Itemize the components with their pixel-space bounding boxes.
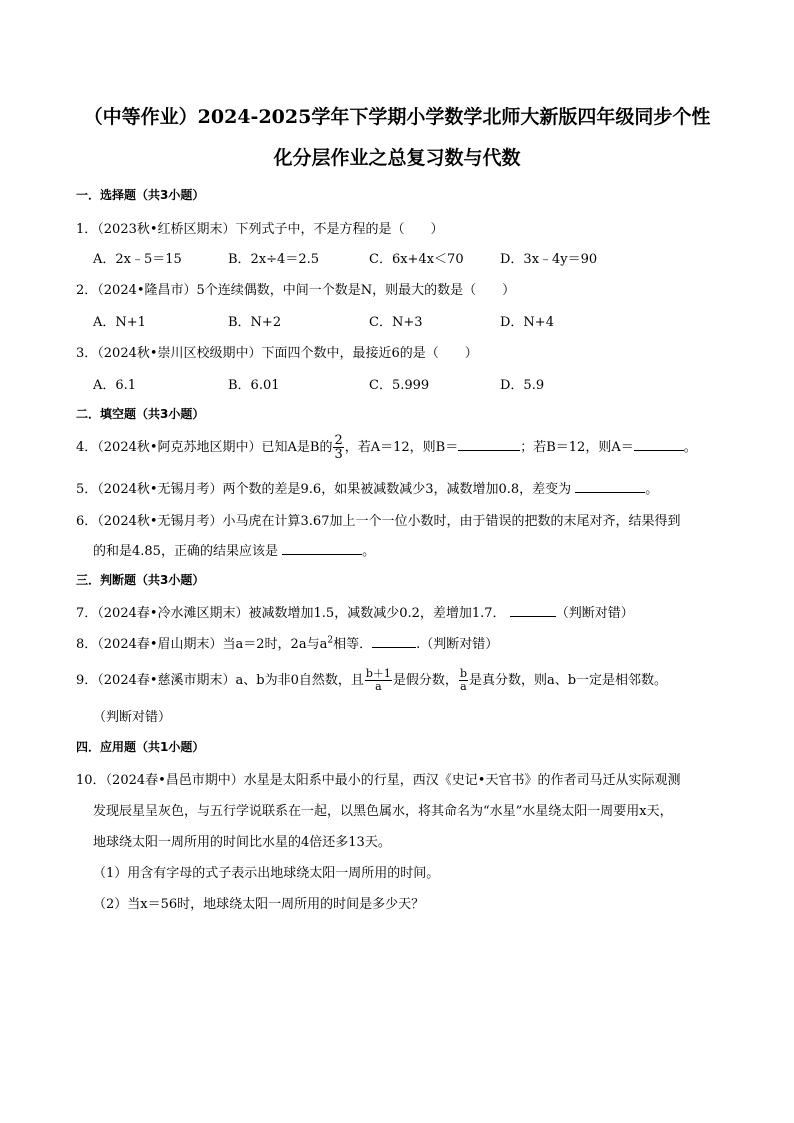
answer-blank[interactable] — [634, 438, 684, 451]
question-3-stem: 3．（2024秋•崇川区校级期中）下面四个数中，最接近6的是（ ） — [76, 346, 478, 361]
question-4-mid1: ，若A＝12，则B＝ — [344, 440, 459, 455]
question-1-option-d: D．3x﹣4y＝90 — [500, 252, 598, 267]
section-heading-application: 四．应用题（共1小题） — [76, 740, 205, 754]
fraction-numerator: b＋1 — [365, 667, 391, 680]
question-10-line2: 发现辰星呈灰色，与五行学说联系在一起，以黑色属水，将其命名为“水星”水星绕太阳一周要用x天， — [93, 804, 673, 819]
fraction-denominator: 3 — [334, 447, 343, 462]
question-3-option-a: A．6.1 — [93, 378, 137, 393]
question-6-end: 。 — [362, 544, 376, 559]
question-1-stem: 1．（2023秋•红桥区期末）下列式子中，不是方程的是（ ） — [76, 222, 444, 237]
question-6-text: 的和是4.85，正确的结果应该是 — [93, 544, 278, 559]
section-heading-choice: 一．选择题（共3小题） — [76, 188, 205, 202]
question-9-end: 是真分数，则a、b一定是相邻数。 — [468, 673, 668, 688]
question-6-line2 — [93, 540, 375, 559]
page-title-line2: 化分层作业之总复习数与代数 — [273, 147, 521, 169]
question-4-pre: 4．（2024秋•阿克苏地区期中）已知A是B的 — [76, 440, 333, 455]
question-4-end: 。 — [683, 440, 697, 455]
page-title-line1: （中等作业）2024-2025学年下学期小学数学北师大新版四年级同步个性 — [83, 106, 711, 128]
question-2-option-d: D．N+4 — [500, 315, 554, 330]
fraction-denominator: a — [460, 680, 467, 693]
question-9-fraction-2 — [459, 668, 468, 693]
question-4-fraction — [333, 434, 343, 461]
question-3-option-b: B．6.01 — [228, 378, 280, 393]
section-heading-judge: 三．判断题（共3小题） — [76, 573, 205, 587]
question-1-option-c: C．6x+4x＜70 — [369, 252, 464, 267]
question-2-option-c: C．N+3 — [369, 315, 423, 330]
question-2-stem: 2．（2024•隆昌市）5个连续偶数，中间一个数是N，则最大的数是（ ） — [76, 283, 516, 298]
question-5 — [76, 478, 658, 497]
question-9-line2: （判断对错） — [93, 710, 172, 725]
question-3-option-d: D．5.9 — [500, 378, 545, 393]
question-5-text: 5．（2024秋•无锡月考）两个数的差是9.6，如果被减数减少3，减数增加0.8，差变为 — [76, 482, 572, 497]
question-7-text: 7．（2024春•冷水滩区期末）被减数增加1.5，减数减少0.2，差增加1.7． — [76, 606, 506, 621]
question-6-line1: 6．（2024秋•无锡月考）小马虎在计算3.67加上一个一位小数时，由于错误的把数的末尾对齐，结果得到 — [76, 514, 681, 529]
question-8 — [76, 633, 498, 652]
answer-blank[interactable] — [510, 604, 556, 617]
question-10-line3: 地球绕太阳一周所用的时间比水星的4倍还多13天。 — [93, 835, 391, 850]
answer-blank[interactable] — [575, 480, 645, 493]
section-heading-fill: 二．填空题（共3小题） — [76, 407, 205, 421]
question-8-end: .（判断对错） — [416, 637, 499, 652]
question-8-pre: 8．（2024春•眉山期末）当a＝2时，2a与a — [76, 637, 328, 652]
question-5-end: 。 — [645, 482, 659, 497]
question-1-option-b: B．2x÷4＝2.5 — [228, 252, 319, 267]
question-3-option-c: C．5.999 — [369, 378, 430, 393]
question-2-option-b: B．N+2 — [228, 315, 282, 330]
question-4 — [76, 434, 697, 461]
answer-blank[interactable] — [458, 438, 520, 451]
question-8-mid: 相等． — [333, 637, 373, 652]
question-9-mid: 是假分数， — [392, 673, 458, 688]
question-9-pre: 9．（2024春•慈溪市期末）a、b为非0自然数，且 — [76, 673, 364, 688]
question-10-sub2: （2）当x＝56时，地球绕太阳一周所用的时间是多少天？ — [93, 897, 425, 912]
question-4-mid2: ；若B＝12，则A＝ — [520, 440, 634, 455]
fraction-numerator: 2 — [334, 433, 343, 448]
question-9 — [76, 668, 667, 693]
question-2-option-a: A．N+1 — [93, 315, 146, 330]
fraction-denominator: a — [375, 680, 382, 693]
question-9-fraction-1 — [365, 668, 392, 693]
answer-blank[interactable] — [372, 635, 416, 648]
answer-blank[interactable] — [282, 542, 362, 555]
question-7-end: （判断对错） — [555, 606, 634, 621]
question-8-exponent: 2 — [327, 635, 334, 646]
fraction-numerator: b — [459, 667, 467, 680]
question-10-line1: 10．（2024春•昌邑市期中）水星是太阳系中最小的行星，西汉《史记•天官书》的作者司马迁从实际观测 — [76, 773, 681, 788]
question-7 — [76, 602, 634, 621]
question-10-sub1: （1）用含有字母的式子表示出地球绕太阳一周所用的时间。 — [93, 866, 440, 881]
question-1-option-a: A．2x﹣5＝15 — [93, 252, 182, 267]
